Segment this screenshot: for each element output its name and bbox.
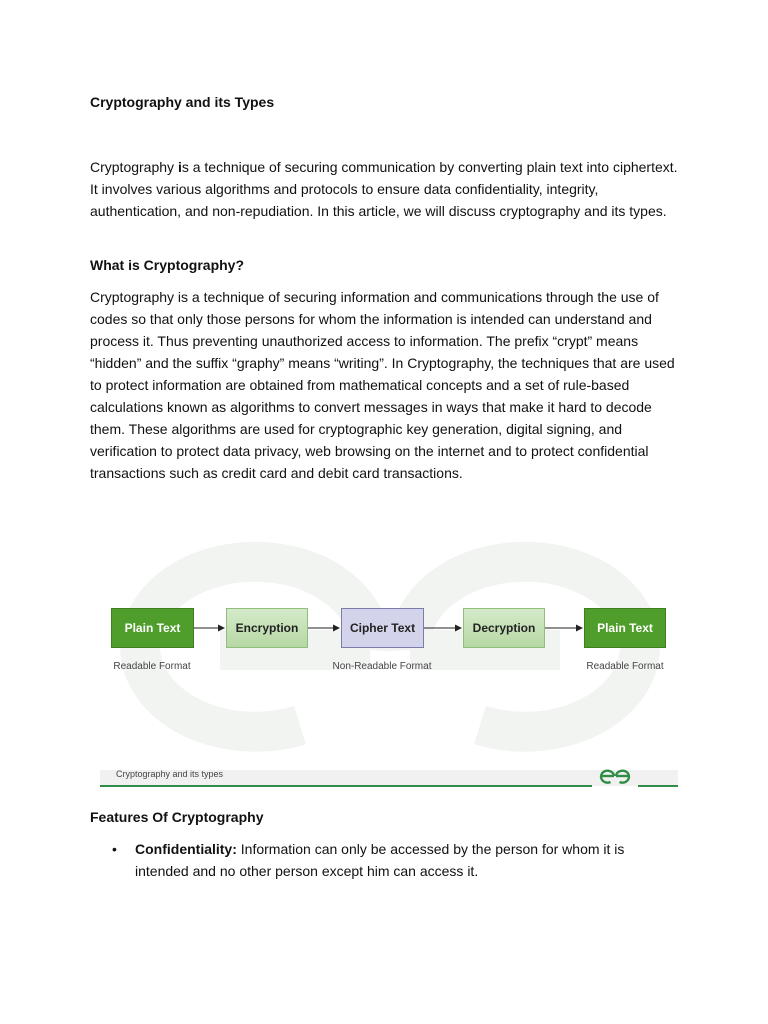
bullet-icon: •: [112, 841, 117, 857]
encryption-box: Encryption: [226, 608, 308, 648]
caption-readable-end: Readable Format: [586, 661, 664, 672]
cipher-text-box: Cipher Text: [341, 608, 424, 648]
plain-text-box-start: Plain Text: [111, 608, 194, 648]
decryption-box: Decryption: [463, 608, 545, 648]
list-item: [90, 838, 680, 882]
section-body-what-is: Cryptography is a technique of securing information and communications through the use of codes so that only those persons for whom the information is intended can understand and process it. Thus preventing unauthorized access to information. The prefix “crypt” means “hidden” and the suffix “graphy” means “writing”. In Cryptography, the techniques that are used to protect information are obtained from mathematical concepts and a set of rule-based calculations known as algorithms to convert messages in ways that make it hard to decode them. These algorithms are used for cryptographic key generation, digital signing, and verification to protect data privacy, web browsing on the internet and to protect confidential transactions such as credit card and debit card transactions.: [90, 289, 675, 481]
intro-rest: s a technique of securing communication by converting plain text into ciphertext. It involves various algorithms and protocols to ensure data confidentiality, integrity, authentication, and non-repudiation. In this article, we will discuss cryptography and its types.: [90, 159, 678, 219]
section-heading-what-is: What is Cryptography?: [90, 257, 245, 273]
cryptography-flow-diagram: [100, 540, 680, 790]
footer-divider-left: [100, 785, 592, 787]
feature-term: Confidentiality:: [135, 841, 237, 857]
footer-divider-right: [638, 785, 678, 787]
section-heading-features: Features Of Cryptography: [90, 809, 264, 825]
caption-non-readable: Non-Readable Format: [332, 661, 432, 672]
plain-text-box-end: Plain Text: [584, 608, 666, 648]
intro-lead-b: i: [177, 159, 182, 175]
figure-footer-caption: Cryptography and its types: [116, 769, 224, 779]
caption-readable-start: Readable Format: [113, 661, 191, 672]
intro-paragraph: [90, 156, 680, 222]
intro-lead-a: Cryptography: [90, 159, 178, 175]
feature-text: Information can only be accessed by the person for whom it is intended and no other person except him can access it.: [135, 841, 625, 879]
brand-logo-icon: [598, 768, 632, 786]
features-list: [90, 838, 680, 882]
document-title: Cryptography and its Types: [90, 94, 275, 110]
